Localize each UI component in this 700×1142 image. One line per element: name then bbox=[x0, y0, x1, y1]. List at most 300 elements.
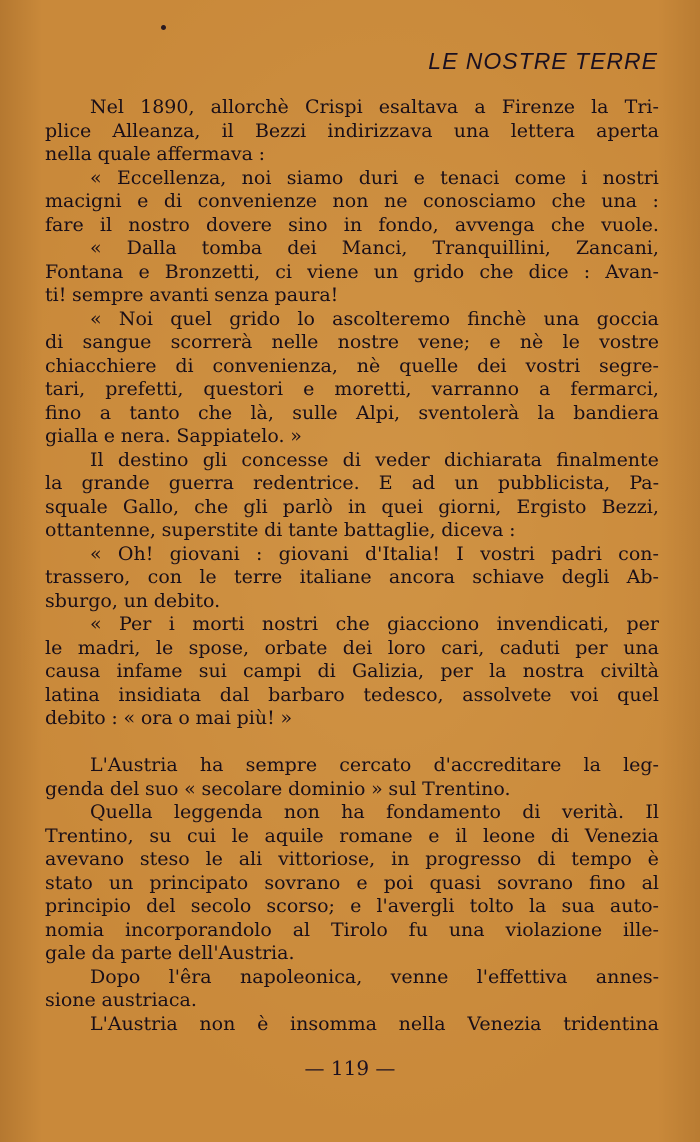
word: austriaca. bbox=[101, 989, 197, 1011]
word: giovani bbox=[169, 542, 240, 565]
word: ad bbox=[411, 472, 436, 494]
word: fondamento bbox=[386, 801, 501, 823]
word: del bbox=[109, 777, 140, 800]
word: e bbox=[138, 260, 150, 283]
word: che bbox=[551, 190, 586, 212]
word: su bbox=[149, 824, 172, 847]
word: e bbox=[428, 824, 440, 847]
word: venne bbox=[390, 965, 449, 988]
word: Tranquillini, bbox=[432, 237, 551, 259]
word: Dalla bbox=[126, 237, 177, 259]
word: paura! bbox=[274, 284, 339, 306]
word: « bbox=[184, 777, 196, 800]
word: infame bbox=[116, 660, 183, 682]
word: di bbox=[264, 519, 283, 541]
word: fare bbox=[45, 213, 84, 236]
word: : bbox=[583, 260, 591, 283]
word: « bbox=[90, 613, 102, 635]
word: sempre bbox=[72, 284, 144, 306]
word: gale bbox=[45, 942, 86, 964]
word: squale bbox=[45, 495, 108, 518]
word: vene; bbox=[418, 331, 471, 353]
word: siamo bbox=[286, 166, 344, 189]
word: cui bbox=[186, 824, 216, 847]
word: sul bbox=[388, 777, 417, 800]
word: conosciamo bbox=[422, 190, 536, 212]
word: italiane bbox=[299, 566, 372, 588]
word: ci bbox=[275, 260, 292, 283]
word: nostra bbox=[522, 660, 585, 682]
word: Manci, bbox=[341, 237, 408, 259]
word: Gallo, bbox=[122, 495, 180, 518]
word: e bbox=[137, 190, 149, 212]
word: napoleonica, bbox=[240, 965, 363, 988]
word: Bezzi bbox=[254, 119, 307, 142]
word: vostre bbox=[599, 331, 659, 353]
word: dei bbox=[477, 354, 507, 377]
word: di bbox=[45, 331, 64, 353]
word: di bbox=[163, 190, 183, 212]
word: incorporandolo bbox=[124, 918, 272, 941]
text-line bbox=[45, 590, 659, 614]
word: le bbox=[155, 636, 174, 659]
text-line bbox=[45, 284, 659, 308]
word: nomia bbox=[45, 918, 105, 941]
word: di bbox=[342, 448, 361, 471]
word: nostro bbox=[128, 213, 190, 236]
word: un bbox=[123, 589, 149, 612]
word: grande bbox=[81, 472, 150, 494]
word: ali bbox=[238, 848, 263, 870]
text-line bbox=[45, 449, 659, 473]
word: assolvete bbox=[462, 683, 552, 706]
word: del bbox=[146, 895, 176, 917]
text-line bbox=[45, 731, 659, 755]
word: ascolteremo bbox=[332, 307, 451, 330]
word: le bbox=[205, 848, 223, 870]
word: degli bbox=[561, 566, 610, 588]
word: vostri bbox=[480, 542, 535, 565]
word: il bbox=[99, 213, 113, 236]
word: nè bbox=[356, 354, 381, 377]
text-line bbox=[45, 684, 659, 708]
text-line bbox=[45, 660, 659, 684]
word: Zancani, bbox=[575, 237, 659, 259]
word: esaltava bbox=[378, 96, 459, 118]
word: Pa- bbox=[629, 472, 659, 494]
word: cari, bbox=[441, 636, 485, 659]
word: quel bbox=[170, 307, 212, 330]
word: Per bbox=[119, 613, 152, 635]
word: principato bbox=[149, 871, 249, 894]
word: vuole. bbox=[601, 213, 659, 236]
word: come bbox=[514, 166, 566, 189]
text-line bbox=[45, 519, 659, 543]
text-line bbox=[45, 895, 659, 919]
word: nelle bbox=[271, 331, 319, 353]
word: quasi bbox=[429, 871, 482, 894]
word: sione bbox=[45, 989, 96, 1011]
word: : bbox=[509, 519, 516, 541]
word: voi bbox=[570, 683, 599, 706]
text-line bbox=[45, 989, 659, 1013]
word: « bbox=[90, 307, 102, 330]
word: un bbox=[108, 871, 134, 894]
word: e bbox=[413, 166, 425, 189]
text-line bbox=[45, 308, 659, 332]
word: dovere bbox=[206, 213, 272, 236]
word: l'avergli bbox=[376, 895, 455, 917]
word: vittoriose, bbox=[278, 848, 376, 870]
word: tari, bbox=[45, 378, 86, 400]
word: L'Austria bbox=[90, 754, 178, 776]
word: nostri bbox=[602, 166, 659, 189]
word: con- bbox=[618, 542, 659, 565]
word: pubblicista, bbox=[497, 472, 611, 494]
word: di bbox=[550, 824, 570, 847]
word: goccia bbox=[596, 307, 659, 330]
text-line bbox=[45, 919, 659, 943]
word: I bbox=[456, 542, 464, 565]
word: Avan- bbox=[605, 260, 659, 283]
word: macigni bbox=[45, 190, 122, 212]
word: debito bbox=[45, 707, 106, 729]
word: finalmente bbox=[556, 448, 659, 471]
word: d'Italia! bbox=[365, 542, 440, 565]
word: l'êra bbox=[168, 965, 212, 988]
word: a bbox=[474, 96, 486, 118]
text-line bbox=[45, 754, 659, 778]
word: grido bbox=[413, 260, 465, 283]
word: nella bbox=[45, 143, 92, 165]
word: tridentina bbox=[563, 1012, 659, 1035]
word: Tri- bbox=[624, 96, 659, 118]
text-line bbox=[45, 355, 659, 379]
word: prefetti, bbox=[105, 378, 184, 400]
word: una bbox=[453, 119, 490, 142]
word: moretti, bbox=[334, 378, 412, 400]
word: nostri bbox=[261, 613, 319, 635]
word: insomma bbox=[290, 1012, 377, 1035]
word: annes- bbox=[595, 965, 659, 988]
word: in bbox=[347, 495, 367, 518]
word: cercato bbox=[339, 754, 412, 776]
word: con bbox=[147, 566, 182, 588]
word: stato bbox=[45, 871, 93, 894]
word: campi bbox=[243, 660, 302, 682]
word: che bbox=[335, 613, 370, 635]
word: la bbox=[583, 754, 601, 776]
word: diceva bbox=[441, 519, 504, 541]
word: « bbox=[90, 542, 102, 565]
word: progresso bbox=[425, 848, 522, 870]
word: da bbox=[91, 942, 115, 964]
word: caduti bbox=[499, 636, 560, 659]
word: : bbox=[111, 707, 118, 729]
word: violazione bbox=[505, 918, 603, 941]
word: avanti bbox=[149, 284, 209, 306]
word: leg- bbox=[623, 754, 659, 776]
text-line bbox=[45, 96, 659, 120]
word: al bbox=[641, 871, 659, 894]
word: la bbox=[591, 96, 609, 118]
word: il bbox=[455, 824, 468, 847]
text-line bbox=[45, 472, 659, 496]
word: parlò bbox=[282, 495, 333, 518]
word: convenienza, bbox=[212, 354, 338, 377]
word: in bbox=[391, 848, 410, 870]
word: questori bbox=[203, 378, 284, 400]
word: affermava bbox=[156, 143, 253, 165]
word: a bbox=[99, 401, 112, 424]
word: 1890, bbox=[140, 96, 195, 118]
text-line bbox=[45, 707, 659, 731]
word: scorso; bbox=[266, 895, 335, 917]
word: e bbox=[356, 871, 368, 894]
word: L'Austria bbox=[90, 1012, 178, 1035]
word: noi bbox=[241, 166, 272, 189]
word: sino bbox=[288, 213, 328, 236]
word: dichiarata bbox=[444, 448, 542, 471]
word: di bbox=[175, 354, 194, 377]
word: mai bbox=[195, 707, 231, 729]
word: dominio bbox=[287, 777, 366, 800]
word: trassero, bbox=[45, 566, 131, 588]
word: Firenze bbox=[501, 96, 575, 118]
word: l'effettiva bbox=[476, 965, 568, 988]
word: Bezzi, bbox=[601, 495, 659, 518]
word: Ergisto bbox=[516, 495, 587, 518]
word: ne bbox=[383, 190, 408, 212]
word: non bbox=[283, 801, 320, 823]
word: principio bbox=[45, 895, 131, 917]
word: le bbox=[45, 636, 63, 659]
word: ora bbox=[140, 707, 173, 729]
word: » bbox=[280, 707, 293, 729]
word: steso bbox=[139, 848, 190, 870]
word: terre bbox=[233, 566, 283, 588]
word: auto- bbox=[609, 895, 659, 917]
word: Il bbox=[645, 801, 659, 823]
word: là, bbox=[250, 401, 274, 424]
word: un bbox=[454, 472, 479, 494]
word: nera. bbox=[120, 425, 171, 447]
word: fermarci, bbox=[570, 378, 659, 400]
word: il bbox=[221, 119, 234, 142]
word: barbaro bbox=[268, 683, 345, 706]
word: morti bbox=[192, 613, 245, 635]
word: superstite bbox=[161, 519, 259, 541]
word: Tirolo bbox=[330, 918, 388, 941]
word: sua bbox=[561, 895, 595, 917]
word: civiltà bbox=[600, 660, 659, 682]
word: dei bbox=[287, 237, 317, 259]
word: vostri bbox=[525, 354, 581, 377]
word: la bbox=[45, 472, 63, 494]
word: Alleanza, bbox=[112, 119, 201, 142]
word: orbate bbox=[264, 636, 328, 659]
text-line bbox=[45, 496, 659, 520]
text-line bbox=[45, 613, 659, 637]
word: e bbox=[103, 425, 115, 447]
word: bandiera bbox=[573, 401, 659, 424]
ink-spot bbox=[161, 25, 166, 30]
word: sburgo, bbox=[45, 589, 118, 612]
word: destino bbox=[117, 448, 189, 471]
word: quei bbox=[381, 495, 424, 518]
word: genda bbox=[45, 777, 105, 800]
word: segre- bbox=[599, 354, 659, 377]
word: Alpi, bbox=[356, 401, 401, 424]
word: quale bbox=[97, 143, 151, 165]
text-line bbox=[45, 872, 659, 896]
word: Venezia bbox=[584, 824, 659, 847]
word: tenaci bbox=[440, 166, 500, 189]
word: al bbox=[292, 918, 311, 941]
text-line bbox=[45, 425, 659, 449]
word: ille- bbox=[623, 918, 659, 941]
text-line bbox=[45, 143, 659, 167]
word: ti! bbox=[45, 284, 67, 306]
word: secolo bbox=[190, 895, 252, 917]
word: aperta bbox=[596, 119, 659, 142]
word: grido bbox=[229, 307, 281, 330]
word: tomba bbox=[201, 237, 263, 259]
word: fu bbox=[408, 918, 428, 941]
word: d'accreditare bbox=[433, 754, 562, 776]
word: per bbox=[575, 636, 608, 659]
word: redentrice. bbox=[253, 472, 360, 494]
word: Galizia, bbox=[351, 660, 425, 682]
word: spose, bbox=[188, 636, 250, 659]
text-line bbox=[45, 566, 659, 590]
word: che bbox=[550, 213, 585, 236]
word: che bbox=[198, 401, 233, 424]
word: fino bbox=[589, 871, 626, 894]
word: « bbox=[123, 707, 136, 729]
word: : bbox=[255, 542, 263, 565]
word: lo bbox=[297, 307, 315, 330]
word: Nel bbox=[90, 96, 124, 118]
word: » bbox=[290, 425, 302, 447]
word: le bbox=[199, 566, 217, 588]
word: « bbox=[90, 166, 102, 189]
word: poi bbox=[383, 871, 414, 894]
word: Fontana bbox=[45, 260, 124, 283]
text-line bbox=[45, 261, 659, 285]
word: « bbox=[90, 237, 102, 259]
word: la bbox=[537, 401, 555, 424]
word: E bbox=[378, 472, 393, 494]
word: loro bbox=[387, 636, 426, 659]
word: una bbox=[601, 190, 637, 212]
word: un bbox=[373, 260, 399, 283]
word: indirizzava bbox=[327, 119, 433, 142]
word: avevano bbox=[45, 848, 125, 870]
word: dal bbox=[219, 683, 250, 706]
word: ancora bbox=[388, 566, 455, 588]
word: insidiata bbox=[118, 683, 202, 706]
word: che bbox=[194, 495, 229, 518]
word: Venezia bbox=[467, 1012, 542, 1035]
word: viene bbox=[307, 260, 359, 283]
word: : bbox=[258, 143, 266, 165]
word: invendicati, bbox=[496, 613, 610, 635]
text-line bbox=[45, 942, 659, 966]
word: veder bbox=[375, 448, 430, 471]
word: fondo, bbox=[378, 213, 439, 236]
word: romane bbox=[339, 824, 413, 847]
text-line bbox=[45, 1013, 659, 1037]
text-line bbox=[45, 637, 659, 661]
word: senza bbox=[214, 284, 269, 306]
word: e bbox=[350, 895, 362, 917]
word: una bbox=[543, 307, 580, 330]
word: dice bbox=[528, 260, 569, 283]
word: Crispi bbox=[304, 96, 363, 118]
word: leone bbox=[482, 824, 536, 847]
word: le bbox=[231, 824, 249, 847]
word: leggenda bbox=[173, 801, 263, 823]
word: Sappiatelo. bbox=[176, 425, 285, 447]
word: a bbox=[539, 378, 551, 400]
word: tempo bbox=[571, 848, 632, 870]
word: parte bbox=[120, 942, 173, 964]
word: di bbox=[537, 848, 556, 870]
word: Quella bbox=[90, 801, 153, 823]
word: dell'Austria. bbox=[177, 942, 295, 964]
word: Bronzetti, bbox=[164, 260, 261, 283]
text-line bbox=[45, 190, 659, 214]
text-line bbox=[45, 848, 659, 872]
word: quel bbox=[617, 683, 659, 706]
word: e bbox=[303, 378, 315, 400]
word: che bbox=[479, 260, 514, 283]
text-line bbox=[45, 378, 659, 402]
word: scorrerà bbox=[170, 331, 253, 353]
word: sui bbox=[198, 660, 227, 682]
word: varranno bbox=[431, 378, 520, 400]
text-line bbox=[45, 120, 659, 144]
word: tolto bbox=[469, 895, 514, 917]
word: la bbox=[489, 660, 507, 682]
word: ha bbox=[341, 801, 365, 823]
word: battaglie, bbox=[343, 519, 436, 541]
word: verità. bbox=[561, 801, 624, 823]
text-line bbox=[45, 237, 659, 261]
word: ottantenne, bbox=[45, 519, 156, 541]
word: tedesco, bbox=[363, 683, 444, 706]
word: plice bbox=[45, 119, 92, 142]
word: debito. bbox=[153, 589, 221, 612]
word: duri bbox=[358, 166, 399, 189]
word: in bbox=[343, 213, 363, 236]
word: sangue bbox=[82, 331, 152, 353]
word: Ab- bbox=[626, 566, 659, 588]
word: giovani bbox=[278, 542, 349, 565]
word: sempre bbox=[245, 754, 318, 776]
word: Trentino. bbox=[422, 777, 511, 800]
word: nella bbox=[398, 1012, 446, 1035]
word: giacciono bbox=[387, 613, 480, 635]
word: secolare bbox=[201, 777, 283, 800]
word: fino bbox=[45, 401, 82, 424]
word: Noi bbox=[118, 307, 153, 330]
word: madri, bbox=[77, 636, 141, 659]
word: è bbox=[257, 1012, 269, 1035]
word: tante bbox=[288, 519, 339, 541]
word: sulle bbox=[292, 401, 338, 424]
